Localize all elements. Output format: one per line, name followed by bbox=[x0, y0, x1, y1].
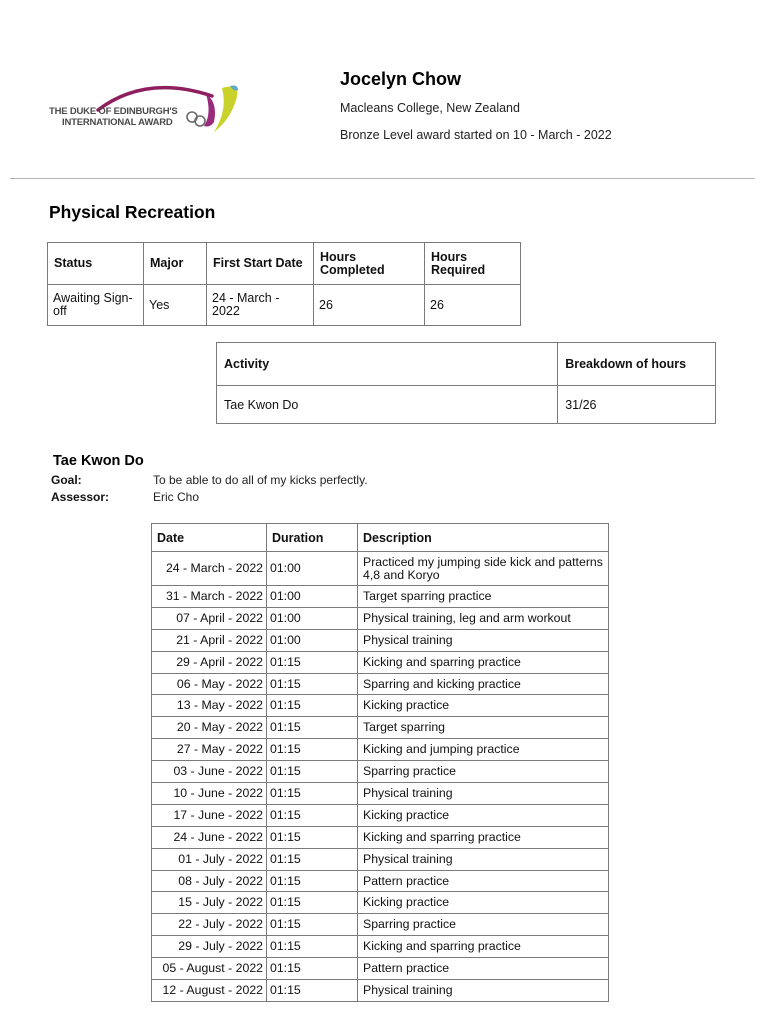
log-row bbox=[152, 870, 609, 892]
header-hours-completed: Hours Completed bbox=[314, 243, 425, 285]
log-row bbox=[152, 914, 609, 936]
log-duration: 01:00 bbox=[267, 552, 358, 586]
log-date: 17 - June - 2022 bbox=[152, 804, 267, 826]
section-title: Physical Recreation bbox=[49, 202, 216, 222]
activity-breakdown-table bbox=[216, 342, 716, 424]
major-value: Yes bbox=[144, 285, 207, 326]
first-start-date-value: 24 - March - 2022 bbox=[207, 285, 314, 326]
log-row bbox=[152, 607, 609, 629]
logo-text-line1: THE DUKE OF EDINBURGH'S bbox=[49, 106, 178, 117]
log-description: Physical training bbox=[358, 783, 609, 805]
activity-log-table bbox=[151, 523, 609, 1002]
log-description: Kicking practice bbox=[358, 695, 609, 717]
log-date: 29 - April - 2022 bbox=[152, 651, 267, 673]
log-duration: 01:15 bbox=[267, 717, 358, 739]
log-duration: 01:15 bbox=[267, 848, 358, 870]
log-duration: 01:00 bbox=[267, 586, 358, 608]
log-date: 07 - April - 2022 bbox=[152, 607, 267, 629]
log-description: Practiced my jumping side kick and patterns 4,8 and Koryo bbox=[358, 552, 609, 586]
log-date: 03 - June - 2022 bbox=[152, 761, 267, 783]
log-description: Target sparring bbox=[358, 717, 609, 739]
assessor-value: Eric Cho bbox=[153, 490, 200, 504]
log-date: 10 - June - 2022 bbox=[152, 783, 267, 805]
log-date: 29 - July - 2022 bbox=[152, 936, 267, 958]
log-date: 27 - May - 2022 bbox=[152, 739, 267, 761]
log-row bbox=[152, 804, 609, 826]
header-major: Major bbox=[144, 243, 207, 285]
activity-header-row bbox=[217, 343, 716, 386]
log-duration: 01:15 bbox=[267, 739, 358, 761]
log-row bbox=[152, 651, 609, 673]
log-row bbox=[152, 717, 609, 739]
log-date: 20 - May - 2022 bbox=[152, 717, 267, 739]
log-description: Kicking practice bbox=[358, 892, 609, 914]
award-logo bbox=[46, 80, 246, 136]
log-duration: 01:15 bbox=[267, 958, 358, 980]
log-header-row bbox=[152, 524, 609, 552]
log-row bbox=[152, 739, 609, 761]
log-duration: 01:00 bbox=[267, 607, 358, 629]
hours-completed-value: 26 bbox=[314, 285, 425, 326]
log-duration: 01:00 bbox=[267, 629, 358, 651]
log-description: Pattern practice bbox=[358, 958, 609, 980]
log-duration: 01:15 bbox=[267, 783, 358, 805]
goal-label: Goal: bbox=[51, 473, 82, 487]
log-duration: 01:15 bbox=[267, 761, 358, 783]
log-row bbox=[152, 586, 609, 608]
participant-name: Jocelyn Chow bbox=[340, 69, 462, 89]
log-duration: 01:15 bbox=[267, 695, 358, 717]
log-row bbox=[152, 936, 609, 958]
logo-text-line2: INTERNATIONAL AWARD bbox=[62, 117, 173, 128]
hours-required-value: 26 bbox=[425, 285, 521, 326]
log-row bbox=[152, 695, 609, 717]
assessor-label: Assessor: bbox=[51, 490, 110, 504]
header-activity: Activity bbox=[217, 343, 558, 386]
log-date: 13 - May - 2022 bbox=[152, 695, 267, 717]
header-hours-required: Hours Required bbox=[425, 243, 521, 285]
log-row bbox=[152, 552, 609, 586]
log-row bbox=[152, 958, 609, 980]
header-status: Status bbox=[48, 243, 144, 285]
log-description: Physical training bbox=[358, 848, 609, 870]
log-description: Target sparring practice bbox=[358, 586, 609, 608]
log-date: 01 - July - 2022 bbox=[152, 848, 267, 870]
log-date: 24 - March - 2022 bbox=[152, 552, 267, 586]
log-duration: 01:15 bbox=[267, 826, 358, 848]
log-description: Pattern practice bbox=[358, 870, 609, 892]
log-row bbox=[152, 892, 609, 914]
header-date: Date bbox=[152, 524, 267, 552]
log-description: Physical training bbox=[358, 980, 609, 1002]
log-description: Kicking and sparring practice bbox=[358, 936, 609, 958]
summary-row bbox=[48, 285, 521, 326]
log-date: 06 - May - 2022 bbox=[152, 673, 267, 695]
goal-value: To be able to do all of my kicks perfectly. bbox=[153, 473, 368, 487]
activity-hours: 31/26 bbox=[558, 386, 716, 424]
log-date: 22 - July - 2022 bbox=[152, 914, 267, 936]
header-first-start-date: First Start Date bbox=[207, 243, 314, 285]
log-duration: 01:15 bbox=[267, 936, 358, 958]
log-date: 15 - July - 2022 bbox=[152, 892, 267, 914]
log-row bbox=[152, 980, 609, 1002]
log-row bbox=[152, 673, 609, 695]
header-duration: Duration bbox=[267, 524, 358, 552]
log-duration: 01:15 bbox=[267, 980, 358, 1002]
log-date: 08 - July - 2022 bbox=[152, 870, 267, 892]
log-description: Kicking and jumping practice bbox=[358, 739, 609, 761]
log-duration: 01:15 bbox=[267, 673, 358, 695]
log-row bbox=[152, 848, 609, 870]
header-description: Description bbox=[358, 524, 609, 552]
activity-name: Tae Kwon Do bbox=[217, 386, 558, 424]
header-divider bbox=[10, 178, 755, 179]
log-row bbox=[152, 761, 609, 783]
activity-title: Tae Kwon Do bbox=[53, 453, 144, 469]
log-date: 05 - August - 2022 bbox=[152, 958, 267, 980]
log-date: 31 - March - 2022 bbox=[152, 586, 267, 608]
log-row bbox=[152, 826, 609, 848]
log-row bbox=[152, 783, 609, 805]
header-breakdown: Breakdown of hours bbox=[558, 343, 716, 386]
log-description: Sparring practice bbox=[358, 914, 609, 936]
award-start-info: Bronze Level award started on 10 - March - 2022 bbox=[340, 128, 612, 142]
log-description: Kicking practice bbox=[358, 804, 609, 826]
log-duration: 01:15 bbox=[267, 804, 358, 826]
log-duration: 01:15 bbox=[267, 870, 358, 892]
log-description: Physical training, leg and arm workout bbox=[358, 607, 609, 629]
log-date: 21 - April - 2022 bbox=[152, 629, 267, 651]
log-duration: 01:15 bbox=[267, 914, 358, 936]
log-duration: 01:15 bbox=[267, 651, 358, 673]
activity-row bbox=[217, 386, 716, 424]
log-description: Sparring and kicking practice bbox=[358, 673, 609, 695]
log-description: Physical training bbox=[358, 629, 609, 651]
status-value: Awaiting Sign-off bbox=[48, 285, 144, 326]
log-date: 12 - August - 2022 bbox=[152, 980, 267, 1002]
participant-school: Macleans College, New Zealand bbox=[340, 101, 520, 115]
log-description: Sparring practice bbox=[358, 761, 609, 783]
log-row bbox=[152, 629, 609, 651]
section-summary-table bbox=[47, 242, 521, 326]
log-description: Kicking and sparring practice bbox=[358, 651, 609, 673]
log-date: 24 - June - 2022 bbox=[152, 826, 267, 848]
summary-header-row bbox=[48, 243, 521, 285]
log-description: Kicking and sparring practice bbox=[358, 826, 609, 848]
log-duration: 01:15 bbox=[267, 892, 358, 914]
